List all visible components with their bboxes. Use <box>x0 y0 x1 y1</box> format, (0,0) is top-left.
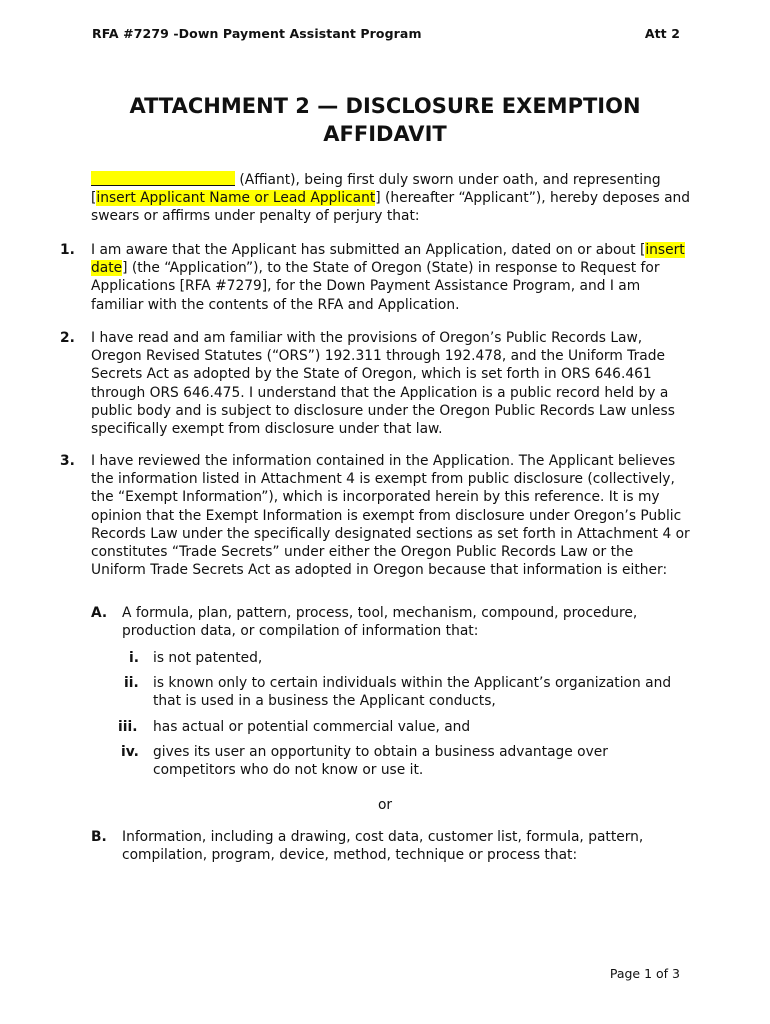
title-line-2: AFFIDAVIT <box>323 122 447 146</box>
affiant-name-blank[interactable] <box>91 171 235 186</box>
page-header <box>92 26 680 41</box>
applicant-name-placeholder: insert Applicant Name or Lead Applicant <box>96 190 376 207</box>
intro-text-1: (Affiant), being first duly sworn under oath, and representing [ <box>91 172 661 207</box>
item-text-post: ] (the “Application”), to the State of Oregon (State) in response to Request for Applications [RFA #7279], for the Down Payment Assistance Program, and I am familiar with the contents of the RFA and Application. <box>91 260 660 313</box>
roman-item-ii <box>124 674 683 710</box>
or-separator: or <box>377 797 393 813</box>
item-text: I have reviewed the information contained in the Application. The Applicant believes the information listed in Attachment 4 is exempt from public disclosure (collectively, the “Exempt Information”), which is incorporated herein by this reference. It is my opinion that the Exempt Information is exempt from disclosure under Oregon’s Public Records Law under the specifically designated sections as set forth in Attachment 4 or constitutes “Trade Secrets” under either the Oregon Public Records Law or the Uniform Trade Secrets Act as adopted in Oregon because that information is either: <box>91 453 690 579</box>
roman-item-i <box>129 649 683 667</box>
item-number: 3. <box>60 453 75 469</box>
item-number: 2. <box>60 330 75 346</box>
sub-item-text: Information, including a drawing, cost data, customer list, formula, pattern, compilation, program, device, method, technique or process that: <box>122 829 644 864</box>
sub-item-b <box>91 828 682 864</box>
list-item-2 <box>60 329 691 438</box>
sub-item-label: B. <box>91 829 107 845</box>
intro-text-2: ] (hereafter “Applicant”), hereby deposes and swears or affirms under penalty of perjury that: <box>91 190 691 225</box>
roman-text: is known only to certain individuals within the Applicant’s organization and that is used in a business the Applicant conducts, <box>153 675 672 710</box>
roman-text: gives its user an opportunity to obtain a business advantage over competitors who do not know or use it. <box>153 744 608 779</box>
roman-text: is not patented, <box>153 650 263 666</box>
intro-paragraph <box>91 171 691 226</box>
roman-item-iv <box>121 743 683 779</box>
header-attachment-label: Att 2 <box>644 26 680 41</box>
document-title <box>60 92 710 148</box>
sub-item-text: A formula, plan, pattern, process, tool, mechanism, compound, procedure, production data, or compilation of information that: <box>122 605 638 640</box>
item-text: I have read and am familiar with the provisions of Oregon’s Public Records Law, Oregon Revised Statutes (“ORS”) 192.311 through 192.478, and the Uniform Trade Secrets Act as adopted by the State of Oregon, which is set forth in ORS 646.461 through ORS 646.475. I understand that the Application is a public record held by a public body and is subject to disclosure under the Oregon Public Records Law unless specifically exempt from disclosure under that law. <box>91 330 675 438</box>
item-text-pre: I am aware that the Applicant has submitted an Application, dated on or about [ <box>91 242 646 258</box>
roman-label: iv. <box>121 744 139 760</box>
header-program-title: RFA #7279 -Down Payment Assistant Program <box>92 26 422 41</box>
sub-item-label: A. <box>91 605 108 621</box>
roman-text: has actual or potential commercial value, and <box>153 719 471 735</box>
list-item-1 <box>60 241 691 314</box>
item-number: 1. <box>60 242 75 258</box>
roman-label: i. <box>129 650 139 666</box>
page-number: Page 1 of 3 <box>609 966 680 981</box>
roman-label: ii. <box>124 675 139 691</box>
roman-item-iii <box>118 718 683 736</box>
roman-label: iii. <box>118 719 138 735</box>
sub-item-a <box>91 604 682 640</box>
title-line-1: ATTACHMENT 2 — DISCLOSURE EXEMPTION <box>129 94 641 118</box>
date-placeholder: insert date <box>91 242 685 277</box>
list-item-3 <box>60 452 691 579</box>
